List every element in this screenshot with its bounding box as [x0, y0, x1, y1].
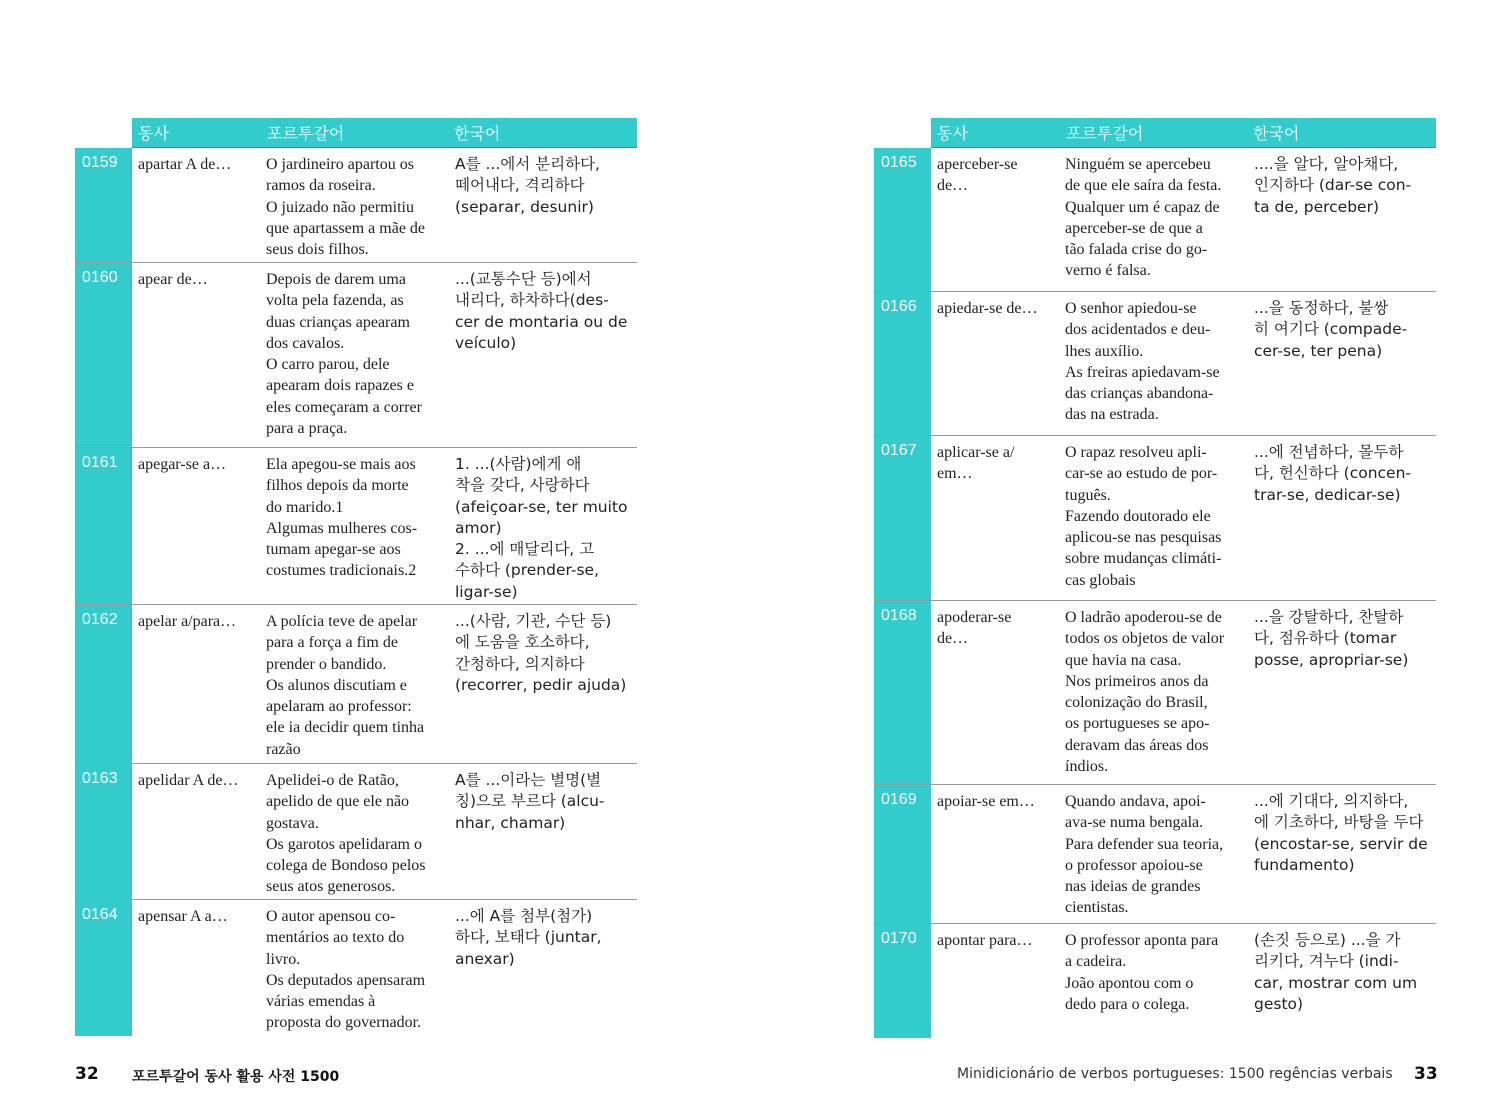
entry-id-cell: [874, 436, 931, 600]
entry-korean: 1. ...(사람)에게 애 착을 갖다, 사랑하다 (afeiçoar-se, ter muito amor) 2. ...에 매달리다, 고 수하다 (prender-se, ligar-se): [455, 455, 628, 601]
entry-portuguese: O autor apensou co- mentários ao texto do livro. Os deputados apensaram várias emendas à proposta do governador.: [266, 908, 426, 1032]
entry-id: 0164: [82, 906, 118, 923]
entry-portuguese: Apelidei-o de Ratão, apelido de que ele não gostava. Os garotos apelidaram o colega de Bondoso pelos seus atos generosos.: [266, 772, 426, 896]
page-number-right: 33: [1414, 1064, 1438, 1084]
entry-0170: [874, 923, 1436, 1038]
entry-0160: [75, 262, 637, 447]
entry-0165: [874, 148, 1436, 291]
entry-verb: apoderar-se de…: [937, 609, 1012, 648]
entry-id: 0166: [881, 298, 917, 315]
entry-portuguese: Depois de darem uma volta pela fazenda, as duas crianças apearam dos cavalos. O carro parou, dele apearam dois rapazes e eles começaram a correr para a praça.: [266, 271, 422, 438]
header-portuguese: 포르투갈어: [267, 124, 345, 143]
entry-portuguese: O professor aponta para a cadeira. João apontou com o dedo para o colega.: [1065, 932, 1219, 1013]
entry-korean: ...(교통수단 등)에서 내리다, 하차하다(des- cer de montaria ou de veículo): [455, 270, 628, 352]
header-portuguese: 포르투갈어: [1066, 124, 1144, 143]
entry-0167: [874, 435, 1436, 600]
entry-id-cell: [874, 148, 931, 291]
entry-id-cell: [874, 785, 931, 923]
entry-id: 0160: [82, 269, 118, 286]
entry-portuguese: O ladrão apoderou-se de todos os objetos de valor que havia na casa. Nos primeiros anos da colonização do Brasil, os portugueses se apo- deravam das áreas dos índios.: [1065, 609, 1225, 776]
page-number-left: 32: [75, 1064, 99, 1084]
entry-0163: [75, 763, 637, 899]
entry-verb: apontar para…: [937, 932, 1033, 949]
entry-id: 0163: [82, 770, 118, 787]
entry-portuguese: Ela apegou-se mais aos filhos depois da morte do marido.1 Algumas mulheres cos- tumam apegar-se aos costumes tradicionais.2: [266, 456, 418, 580]
entry-id-cell: [75, 148, 132, 262]
entry-verb: apoiar-se em…: [937, 793, 1035, 810]
entry-0166: [874, 291, 1436, 435]
header-korean: 한국어: [1253, 124, 1300, 143]
entry-verb: aplicar-se a/ em…: [937, 444, 1015, 483]
entry-verb: apartar A de…: [138, 156, 232, 173]
entry-korean: (손짓 등으로) ...을 가 리키다, 겨누다 (indi- car, mostrar com um gesto): [1254, 931, 1418, 1013]
entry-verb: apelidar A de…: [138, 772, 239, 789]
entry-0161: [75, 447, 637, 604]
table-header: [132, 118, 637, 148]
entry-korean: ...에 전념하다, 몰두하 다, 헌신하다 (concen- trar-se, dedicar-se): [1254, 443, 1411, 504]
running-title-right: Minidicionário de verbos portugueses: 1500 regências verbais: [957, 1066, 1393, 1082]
entry-portuguese: Ninguém se apercebeu de que ele saíra da festa. Qualquer um é capaz de aperceber-se de que a tão falada crise do go- verno é falsa.: [1065, 156, 1222, 280]
entry-portuguese: O jardineiro apartou os ramos da roseira. O juizado não permitiu que apartassem a mãe de seus dois filhos.: [266, 156, 426, 259]
entry-portuguese: O rapaz resolveu apli- car-se ao estudo de por- tuguês. Fazendo doutorado ele aplicou-se nas pesquisas sobre mudanças climáti- cas globais: [1065, 444, 1222, 589]
entry-0162: [75, 604, 637, 763]
entry-id: 0162: [82, 611, 118, 628]
entry-verb: apensar A a…: [138, 908, 228, 925]
entry-korean: ...에 A를 첨부(첨가) 하다, 보태다 (juntar, anexar): [455, 907, 602, 968]
entry-0169: [874, 784, 1436, 923]
entry-0164: [75, 899, 637, 1036]
entry-id: 0170: [881, 930, 917, 947]
entry-id-cell: [75, 448, 132, 604]
entry-id-cell: [874, 924, 931, 1038]
entry-id: 0168: [881, 607, 917, 624]
running-title-left: 포르투갈어 동사 활용 사전 1500: [132, 1069, 340, 1085]
entry-id-cell: [75, 263, 132, 447]
entry-korean: ...에 기대다, 의지하다, 에 기초하다, 바탕을 두다 (encostar-se, servir de fundamento): [1254, 792, 1428, 874]
entry-verb: aperceber-se de…: [937, 156, 1018, 195]
entry-verb: apiedar-se de…: [937, 300, 1038, 317]
entry-korean: ...을 강탈하다, 찬탈하 다, 점유하다 (tomar posse, apropriar-se): [1254, 608, 1409, 669]
entry-0168: [874, 600, 1436, 784]
entry-id: 0161: [82, 454, 118, 471]
entry-id-cell: [75, 605, 132, 763]
right-page: [874, 118, 1436, 1038]
entry-korean: A를 ...이라는 별명(별 칭)으로 부르다 (alcu- nhar, chamar): [455, 771, 605, 832]
entry-id: 0169: [881, 791, 917, 808]
entry-verb: apegar-se a…: [138, 456, 227, 473]
table-header: [931, 118, 1436, 148]
entry-korean: ...을 동정하다, 불쌍 히 여기다 (compade- cer-se, ter pena): [1254, 299, 1408, 360]
entry-korean: ....을 알다, 알아채다, 인지하다 (dar-se con- ta de, perceber): [1254, 155, 1412, 216]
header-verb: 동사: [937, 124, 968, 143]
header-korean: 한국어: [454, 124, 501, 143]
entry-verb: apear de…: [138, 271, 208, 288]
left-page: [75, 118, 637, 1036]
entry-korean: A를 ...에서 분리하다, 떼어내다, 격리하다 (separar, desunir): [455, 155, 600, 216]
entry-id: 0167: [881, 442, 917, 459]
entry-id-cell: [874, 601, 931, 784]
entry-id: 0159: [82, 154, 118, 171]
entry-verb: apelar a/para…: [138, 613, 237, 630]
entry-id-cell: [874, 292, 931, 435]
entry-id: 0165: [881, 154, 917, 171]
entry-portuguese: A polícia teve de apelar para a força a fim de prender o bandido. Os alunos discutiam e apelaram ao professor: ele ia decidir quem tinha razão: [266, 613, 425, 758]
entry-portuguese: Quando andava, apoi- ava-se numa bengala. Para defender sua teoria, o professor apoiou-se nas ideias de grandes cientistas.: [1065, 793, 1224, 917]
entry-portuguese: O senhor apiedou-se dos acidentados e deu- lhes auxílio. As freiras apiedavam-se das crianças abandona- das na estrada.: [1065, 300, 1220, 424]
entry-id-cell: [75, 764, 132, 899]
entry-id-cell: [75, 900, 132, 1036]
entry-0159: [75, 148, 637, 262]
header-verb: 동사: [138, 124, 169, 143]
entry-korean: ...(사람, 기관, 수단 등) 에 도움을 호소하다, 간청하다, 의지하다 (recorrer, pedir ajuda): [455, 612, 627, 694]
